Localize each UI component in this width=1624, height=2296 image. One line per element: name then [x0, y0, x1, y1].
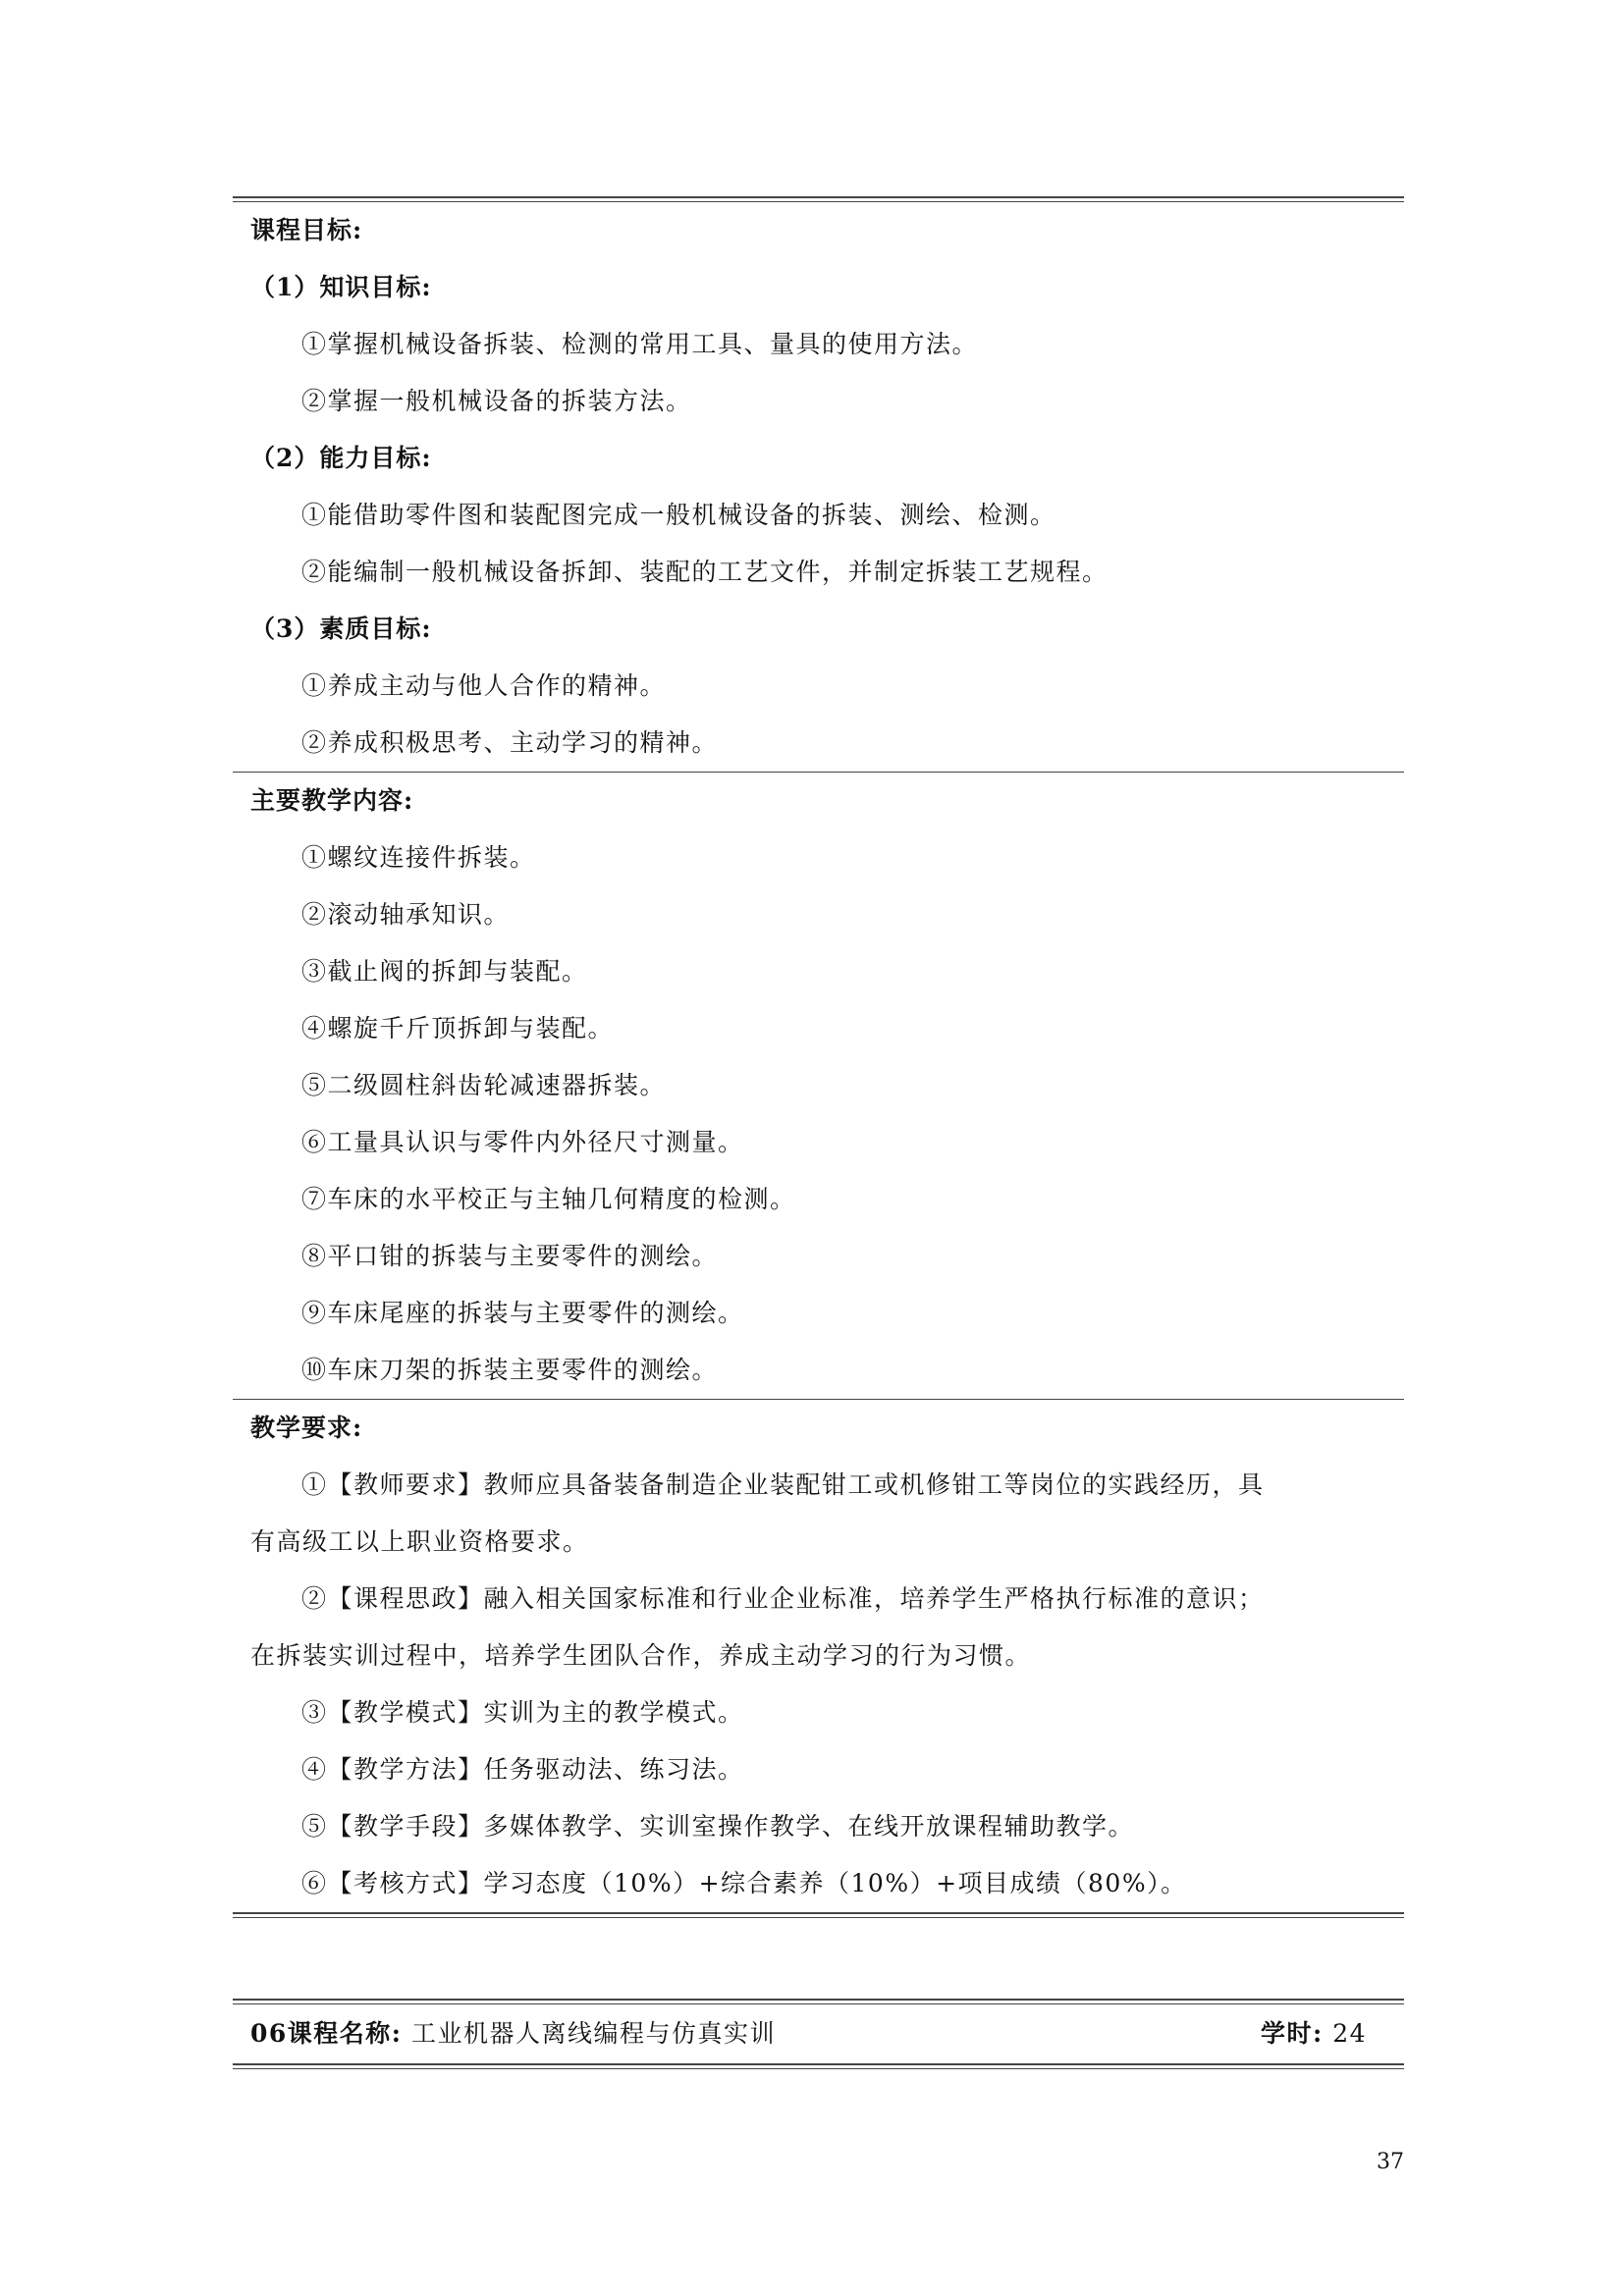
requirement-line: 有高级工以上职业资格要求。 [250, 1527, 589, 1556]
requirement-paragraph [233, 1741, 1404, 1798]
requirement-paragraph [233, 1457, 1404, 1571]
goals-item: ①掌握机械设备拆装、检测的常用工具、量具的使用方法。 [301, 330, 979, 358]
goals-item: ①能借助零件图和装配图完成一般机械设备的拆装、测绘、检测。 [301, 501, 1056, 529]
content-item: ④螺旋千斤顶拆卸与装配。 [301, 1014, 615, 1042]
next-course-row [233, 2004, 1404, 2063]
content-heading: 主要教学内容: [250, 786, 414, 815]
requirement-line: ⑥【考核方式】学习态度（10%）+综合素养（10%）+项目成绩（80%）。 [301, 1869, 1187, 1897]
next-course-name: 工业机器人离线编程与仿真实训 [410, 2019, 776, 2048]
goals-item: ②掌握一般机械设备的拆装方法。 [301, 387, 692, 415]
course-table [233, 196, 1404, 2069]
content-item: ⑧平口钳的拆装与主要零件的测绘。 [301, 1242, 719, 1270]
requirement-line: ④【教学方法】任务驱动法、练习法。 [301, 1755, 744, 1784]
goals-item: ②能编制一般机械设备拆卸、装配的工艺文件，并制定拆装工艺规程。 [301, 558, 1109, 586]
requirement-paragraph [233, 1684, 1404, 1741]
requirement-line: ①【教师要求】教师应具备装备制造企业装配钳工或机修钳工等岗位的实践经历，具 [301, 1470, 1265, 1499]
goals-section-title: （2）能力目标: [250, 444, 432, 472]
next-course-title [250, 2004, 776, 2063]
next-course-hours-value: 24 [1332, 2019, 1367, 2048]
goals-heading: 课程目标: [250, 216, 363, 244]
goals-section-title: （1）知识目标: [250, 273, 432, 301]
page-number: 37 [1377, 2150, 1404, 2174]
content-item: ①螺纹连接件拆装。 [301, 843, 536, 872]
requirement-line: 在拆装实训过程中，培养学生团队合作，养成主动学习的行为习惯。 [250, 1641, 1032, 1670]
requirement-paragraph [233, 1855, 1404, 1912]
next-course-hours-label: 学时: [1261, 2019, 1324, 2048]
content-item: ⑥工量具认识与零件内外径尺寸测量。 [301, 1128, 744, 1156]
next-course-hours [1261, 2004, 1367, 2063]
requirement-line: ③【教学模式】实训为主的教学模式。 [301, 1698, 744, 1727]
requirement-paragraph [233, 1571, 1404, 1684]
content-item: ⑤二级圆柱斜齿轮减速器拆装。 [301, 1071, 667, 1099]
content-item: ③截止阀的拆卸与装配。 [301, 957, 588, 986]
next-course-label: 06课程名称: [250, 2019, 403, 2048]
requirement-line: ②【课程思政】融入相关国家标准和行业企业标准，培养学生严格执行标准的意识； [301, 1584, 1265, 1613]
content-item: ⑩车床刀架的拆装主要零件的测绘。 [301, 1356, 719, 1384]
requirements-heading: 教学要求: [250, 1414, 363, 1442]
goals-item: ②养成积极思考、主动学习的精神。 [301, 728, 719, 757]
content-item: ⑨车床尾座的拆装与主要零件的测绘。 [301, 1299, 744, 1327]
next-course-bottom-rule [233, 2063, 1404, 2069]
requirement-line: ⑤【教学手段】多媒体教学、实训室操作教学、在线开放课程辅助教学。 [301, 1812, 1135, 1841]
goals-section-title: （3）素质目标: [250, 614, 432, 643]
requirement-paragraph [233, 1798, 1404, 1855]
goals-item: ①养成主动与他人合作的精神。 [301, 671, 667, 700]
content-item: ②滚动轴承知识。 [301, 900, 511, 929]
content-item: ⑦车床的水平校正与主轴几何精度的检测。 [301, 1185, 796, 1213]
